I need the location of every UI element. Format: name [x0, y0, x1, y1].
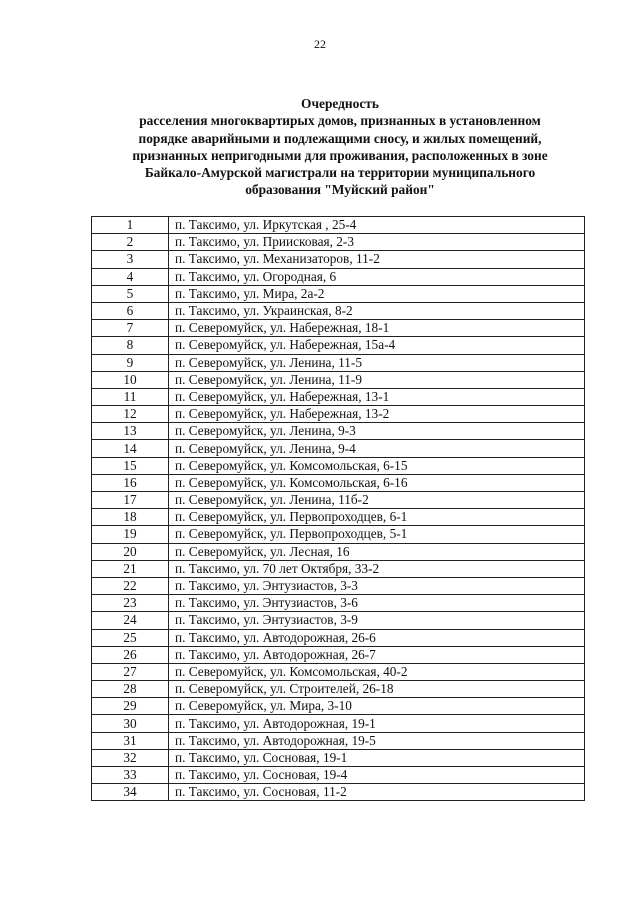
address-cell: п. Северомуйск, ул. Комсомольская, 6-15 — [169, 457, 585, 474]
address-cell: п. Северомуйск, ул. Комсомольская, 6-16 — [169, 474, 585, 491]
table-row — [92, 526, 585, 543]
row-number-cell: 11 — [92, 388, 169, 405]
table-row — [92, 612, 585, 629]
address-cell: п. Таксимо, ул. Огородная, 6 — [169, 268, 585, 285]
address-cell: п. Северомуйск, ул. Набережная, 18-1 — [169, 320, 585, 337]
address-cell: п. Таксимо, ул. Сосновая, 19-4 — [169, 767, 585, 784]
row-number-cell: 3 — [92, 251, 169, 268]
row-number-cell: 22 — [92, 577, 169, 594]
address-cell: п. Северомуйск, ул. Набережная, 15а-4 — [169, 337, 585, 354]
table-row — [92, 457, 585, 474]
address-cell: п. Таксимо, ул. Энтузиастов, 3-6 — [169, 595, 585, 612]
table-row — [92, 302, 585, 319]
row-number-cell: 12 — [92, 406, 169, 423]
address-cell: п. Северомуйск, ул. Набережная, 13-2 — [169, 406, 585, 423]
table-row — [92, 509, 585, 526]
heading-line: признанных непригодными для проживания, расположенных в зоне — [132, 147, 548, 163]
row-number-cell: 10 — [92, 371, 169, 388]
row-number-cell: 29 — [92, 698, 169, 715]
row-number-cell: 26 — [92, 646, 169, 663]
table-row — [92, 474, 585, 491]
table-row — [92, 681, 585, 698]
page-number: 22 — [314, 37, 326, 51]
row-number-cell: 1 — [92, 217, 169, 234]
row-number-cell: 31 — [92, 732, 169, 749]
table-row — [92, 406, 585, 423]
table-row — [92, 732, 585, 749]
row-number-cell: 32 — [92, 749, 169, 766]
address-cell: п. Таксимо, ул. Мира, 2а-2 — [169, 285, 585, 302]
address-cell: п. Северомуйск, ул. Набережная, 13-1 — [169, 388, 585, 405]
table-row — [92, 749, 585, 766]
row-number-cell: 23 — [92, 595, 169, 612]
row-number-cell: 7 — [92, 320, 169, 337]
table-row — [92, 698, 585, 715]
row-number-cell: 13 — [92, 423, 169, 440]
table-row — [92, 629, 585, 646]
table-row — [92, 268, 585, 285]
address-cell: п. Таксимо, ул. Украинская, 8-2 — [169, 302, 585, 319]
row-number-cell: 19 — [92, 526, 169, 543]
table-row — [92, 285, 585, 302]
row-number-cell: 6 — [92, 302, 169, 319]
table-row — [92, 560, 585, 577]
row-number-cell: 17 — [92, 492, 169, 509]
address-cell: п. Таксимо, ул. Механизаторов, 11-2 — [169, 251, 585, 268]
table-row — [92, 715, 585, 732]
address-cell: п. Таксимо, ул. Энтузиастов, 3-9 — [169, 612, 585, 629]
address-cell: п. Северомуйск, ул. Ленина, 11б-2 — [169, 492, 585, 509]
table-row — [92, 217, 585, 234]
address-cell: п. Таксимо, ул. Автодорожная, 26-7 — [169, 646, 585, 663]
row-number-cell: 34 — [92, 784, 169, 801]
row-number-cell: 9 — [92, 354, 169, 371]
address-cell: п. Северомуйск, ул. Первопроходцев, 5-1 — [169, 526, 585, 543]
table-row — [92, 423, 585, 440]
row-number-cell: 18 — [92, 509, 169, 526]
address-cell: п. Северомуйск, ул. Лесная, 16 — [169, 543, 585, 560]
table-row — [92, 543, 585, 560]
address-cell: п. Северомуйск, ул. Комсомольская, 40-2 — [169, 663, 585, 680]
row-number-cell: 20 — [92, 543, 169, 560]
heading-line: расселения многоквартирых домов, признанных в установленном — [139, 113, 541, 129]
table-row — [92, 595, 585, 612]
row-number-cell: 27 — [92, 663, 169, 680]
address-cell: п. Таксимо, ул. Сосновая, 11-2 — [169, 784, 585, 801]
address-cell: п. Северомуйск, ул. Ленина, 11-5 — [169, 354, 585, 371]
address-cell: п. Таксимо, ул. Автодорожная, 26-6 — [169, 629, 585, 646]
table-row — [92, 371, 585, 388]
heading-line: Очередность — [301, 96, 379, 111]
address-cell: п. Северомуйск, ул. Ленина, 11-9 — [169, 371, 585, 388]
address-cell: п. Северомуйск, ул. Мира, 3-10 — [169, 698, 585, 715]
address-cell: п. Таксимо, ул. Сосновая, 19-1 — [169, 749, 585, 766]
table-row — [92, 577, 585, 594]
table-body — [92, 217, 585, 801]
table-row — [92, 320, 585, 337]
table-row — [92, 388, 585, 405]
heading-line: порядке аварийными и подлежащими сносу, и жилых помещений, — [138, 130, 542, 146]
table-row — [92, 337, 585, 354]
address-cell: п. Северомуйск, ул. Ленина, 9-4 — [169, 440, 585, 457]
table-row — [92, 663, 585, 680]
address-cell: п. Таксимо, ул. Приисковая, 2-3 — [169, 234, 585, 251]
resettlement-queue-table — [91, 216, 585, 801]
table-row — [92, 784, 585, 801]
row-number-cell: 25 — [92, 629, 169, 646]
row-number-cell: 24 — [92, 612, 169, 629]
row-number-cell: 28 — [92, 681, 169, 698]
table-row — [92, 767, 585, 784]
address-cell: п. Северомуйск, ул. Ленина, 9-3 — [169, 423, 585, 440]
address-cell: п. Северомуйск, ул. Строителей, 26-18 — [169, 681, 585, 698]
address-cell: п. Таксимо, ул. 70 лет Октября, 33-2 — [169, 560, 585, 577]
table-row — [92, 440, 585, 457]
address-cell: п. Северомуйск, ул. Первопроходцев, 6-1 — [169, 509, 585, 526]
row-number-cell: 14 — [92, 440, 169, 457]
row-number-cell: 4 — [92, 268, 169, 285]
heading-line: образования "Муйский район" — [245, 182, 435, 198]
table-row — [92, 354, 585, 371]
address-cell: п. Таксимо, ул. Энтузиастов, 3-3 — [169, 577, 585, 594]
document-heading — [80, 95, 600, 199]
row-number-cell: 5 — [92, 285, 169, 302]
table-row — [92, 234, 585, 251]
row-number-cell: 30 — [92, 715, 169, 732]
address-cell: п. Таксимо, ул. Автодорожная, 19-5 — [169, 732, 585, 749]
heading-line: Байкало-Амурской магистрали на территории муниципального — [144, 165, 536, 181]
row-number-cell: 33 — [92, 767, 169, 784]
table-row — [92, 492, 585, 509]
address-cell: п. Таксимо, ул. Иркутская , 25-4 — [169, 217, 585, 234]
row-number-cell: 8 — [92, 337, 169, 354]
row-number-cell: 21 — [92, 560, 169, 577]
row-number-cell: 16 — [92, 474, 169, 491]
address-cell: п. Таксимо, ул. Автодорожная, 19-1 — [169, 715, 585, 732]
table-row — [92, 646, 585, 663]
row-number-cell: 2 — [92, 234, 169, 251]
table-row — [92, 251, 585, 268]
row-number-cell: 15 — [92, 457, 169, 474]
